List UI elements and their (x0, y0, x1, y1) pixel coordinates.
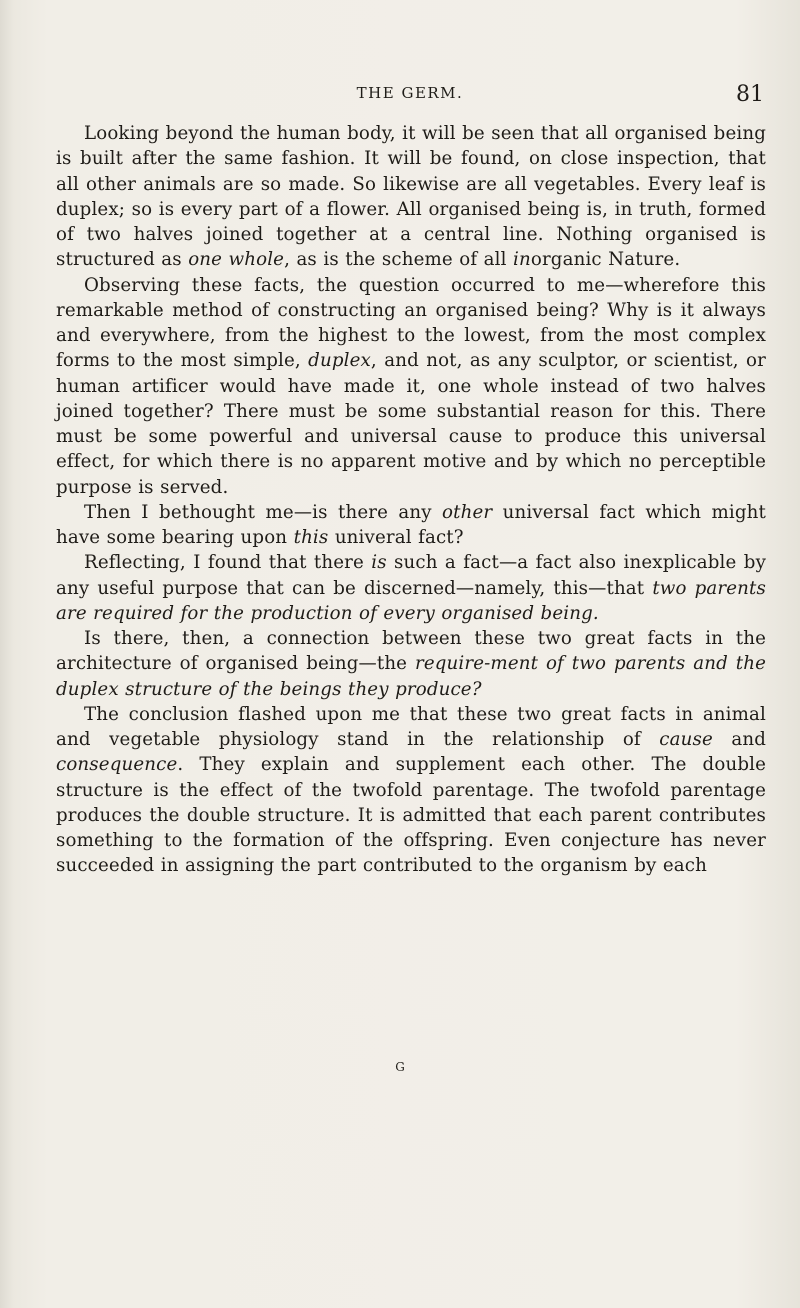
paragraph (56, 626, 766, 702)
text-run: . They explain and supplement each other. The double structure is the effect of the twofold parentage. The twofold parentage produces the double structure. It is admitted that each parent contributes something to the formation of the offspring. Even conjecture has never succeeded in assigning the part contributed to the organism by each (56, 754, 766, 877)
body-text (56, 121, 766, 879)
page-number: 81 (736, 82, 764, 107)
italic-text: duplex (308, 350, 371, 372)
text-run: Then I bethought me—is there any (84, 501, 443, 523)
text-run: The conclusion flashed upon me that these two great facts in animal and vegetable physiology stand in the relationship of (56, 703, 766, 750)
italic-text: this (293, 527, 329, 548)
text-run: , as is the scheme of all (284, 249, 514, 271)
signature-mark: G (395, 1060, 405, 1074)
text-run: and (712, 729, 766, 750)
text-run: univeral fact? (328, 527, 464, 548)
italic-text: other (442, 501, 493, 523)
text-run: universal fact which might have some bearing upon (56, 501, 766, 548)
paragraph (56, 500, 766, 551)
paragraph (56, 550, 766, 626)
text-run: organic Nature. (530, 249, 681, 271)
running-title: THE GERM. (356, 84, 464, 102)
binding-shadow (0, 0, 14, 1308)
italic-text: is (371, 552, 387, 574)
paragraph (56, 121, 766, 273)
italic-text: cause (659, 729, 713, 750)
text-run: Observing these facts, the question occurred to me—wherefore this remarkable method of constructing an organised being? Why is it always and everywhere, from the highest to the lowest, from the most complex forms to the most simple, (56, 274, 766, 372)
text-run: Is there, then, a connection between these two great facts in the architecture of organised being—the (56, 628, 766, 675)
text-run: , and not, as any sculptor, or scientist, or human artificer would have made it, one whole instead of two halves joined together? There must be some substantial reason for this. There must be some powerful and universal cause to produce this universal effect, for which there is no apparent motive and by which no perceptible purpose is served. (56, 350, 766, 498)
italic-text: in (513, 249, 531, 271)
italic-text: two parents are required for the production of every organised being. (56, 577, 766, 624)
page-header (56, 84, 764, 114)
paragraph (56, 273, 766, 500)
text-run: Reflecting, I found that there (84, 552, 372, 574)
italic-text: consequence (56, 754, 178, 776)
text-run: Looking beyond the human body, it will be seen that all organised being is built after the same fashion. It will be found, on close inspection, that all other animals are so made. So likewise are all vegetables. Every leaf is duplex; so is every part of a flower. All organised being is, in truth, formed of two halves joined together at a central line. Nothing organised is structured as (56, 123, 766, 271)
text-run: such a fact—a fact also inexplicable by any useful purpose that can be discerned—namely, this—that (56, 552, 766, 599)
paragraph (56, 702, 766, 879)
italic-text: require-ment of two parents and the duplex structure of the beings they produce? (56, 653, 766, 700)
italic-text: one whole (188, 249, 285, 271)
